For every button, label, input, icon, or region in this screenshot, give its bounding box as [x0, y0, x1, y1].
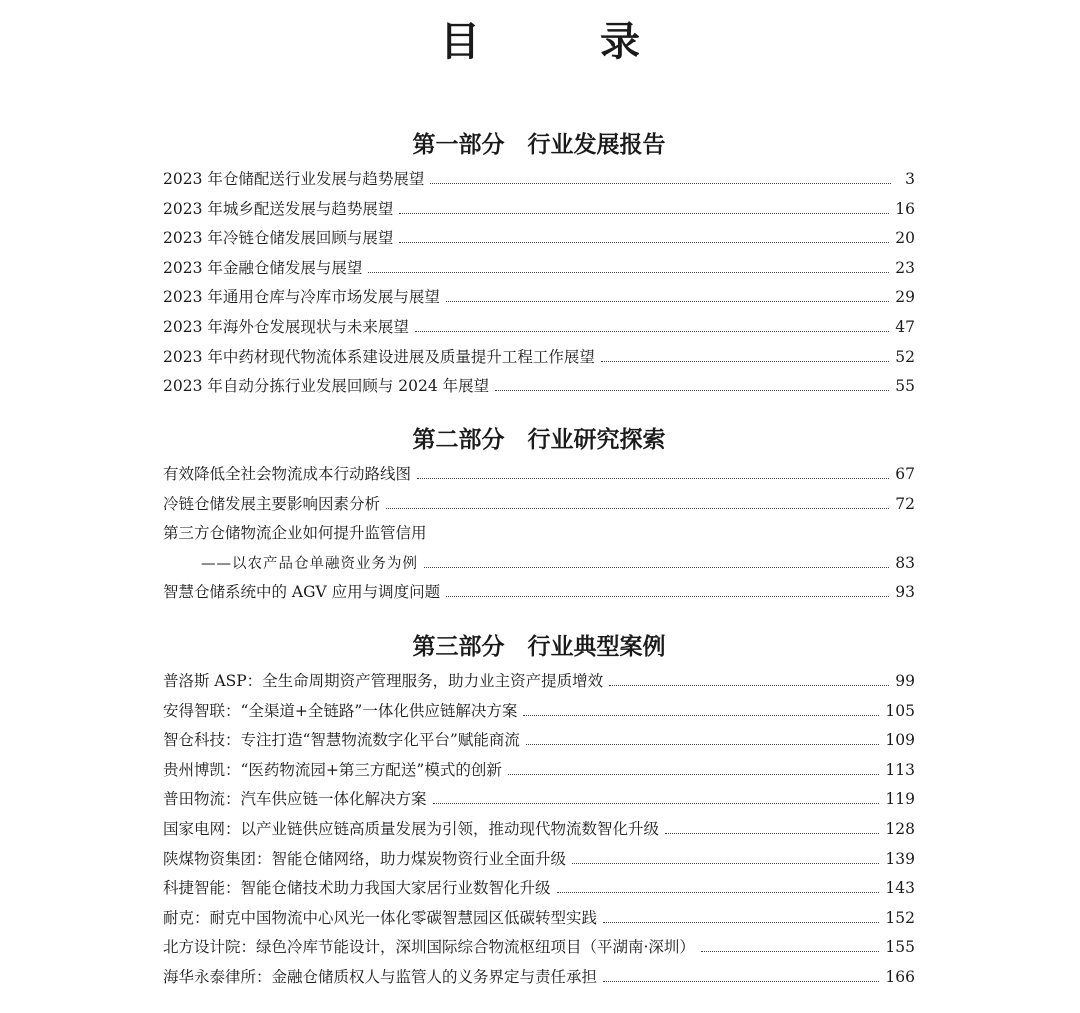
entry-page: 166 — [885, 967, 915, 986]
toc-entry[interactable] — [163, 756, 915, 786]
entry-page: 29 — [895, 288, 915, 307]
entry-page: 72 — [895, 494, 915, 513]
entry-page: 23 — [895, 258, 915, 277]
dot-leader — [424, 567, 889, 568]
dot-leader — [572, 863, 879, 864]
entry-title: 2023 年海外仓发展现状与未来展望 — [163, 317, 409, 336]
entry-page: 152 — [885, 908, 915, 927]
entry-title: 冷链仓储发展主要影响因素分析 — [163, 494, 381, 513]
toc-entry[interactable] — [163, 933, 915, 963]
entry-page: 67 — [895, 465, 915, 483]
entry-title: 2023 年冷链仓储发展回顾与展望 — [163, 229, 394, 248]
entry-title: 2023 年自动分拣行业发展回顾与 2024 年展望 — [163, 377, 490, 396]
toc-entry[interactable] — [163, 904, 915, 934]
part-heading: 第二部分 行业研究探索 — [412, 426, 666, 453]
dot-leader — [603, 922, 879, 923]
toc-entry[interactable] — [163, 874, 915, 904]
dot-leader — [446, 596, 889, 597]
toc-entry[interactable] — [163, 343, 915, 373]
entry-page: 128 — [885, 819, 915, 838]
dot-leader — [526, 744, 880, 745]
entry-title: 智慧仓储系统中的 AGV 应用与调度问题 — [163, 583, 441, 602]
toc-entry[interactable] — [163, 578, 915, 608]
toc-entry[interactable] — [163, 313, 915, 343]
toc-entry[interactable] — [163, 785, 915, 815]
entry-title: 2023 年仓储配送行业发展与趋势展望 — [163, 170, 425, 188]
dot-leader — [417, 478, 889, 479]
toc-entry[interactable] — [163, 490, 915, 520]
toc-entry[interactable] — [163, 254, 915, 284]
entry-title: 国家电网：以产业链供应链高质量发展为引领，推动现代物流数智化升级 — [163, 819, 660, 838]
dot-leader — [368, 272, 889, 273]
toc-entry-subtitle[interactable] — [163, 549, 915, 579]
page-title: 目 录 — [440, 18, 680, 65]
entry-title: 贵州博凯：“医药物流园+第三方配送”模式的创新 — [163, 760, 502, 779]
dot-leader — [430, 183, 891, 184]
toc-entry[interactable] — [163, 195, 915, 225]
dot-leader — [399, 213, 889, 214]
toc-part-2 — [163, 420, 915, 608]
toc-part-3 — [163, 627, 915, 993]
toc-entry[interactable] — [163, 283, 915, 313]
entry-page: 20 — [895, 229, 915, 248]
entry-page: 143 — [885, 879, 915, 898]
entry-page: 3 — [905, 170, 915, 188]
entry-title: 有效降低全社会物流成本行动路线图 — [163, 465, 412, 483]
toc-entry[interactable] — [163, 726, 915, 756]
entry-page: 47 — [895, 317, 915, 336]
toc-entry[interactable] — [163, 460, 915, 490]
entry-page: 119 — [885, 790, 915, 809]
toc-entry[interactable] — [163, 165, 915, 195]
entry-title: 陕煤物资集团：智能仓储网络，助力煤炭物资行业全面升级 — [163, 849, 567, 868]
entry-title: 普田物流：汽车供应链一体化解决方案 — [163, 790, 427, 809]
toc-entry[interactable] — [163, 697, 915, 727]
toc-entry[interactable] — [163, 519, 915, 549]
entry-page: 139 — [885, 849, 915, 868]
entry-title: 普洛斯 ASP：全生命周期资产管理服务，助力业主资产提质增效 — [163, 672, 604, 690]
part-heading: 第三部分 行业典型案例 — [412, 633, 666, 660]
entry-page: 109 — [885, 731, 915, 750]
toc-entry[interactable] — [163, 667, 915, 697]
dot-leader — [557, 892, 880, 893]
entry-title: 安得智联：“全渠道+全链路”一体化供应链解决方案 — [163, 701, 518, 720]
entry-title: 2023 年中药材现代物流体系建设进展及质量提升工程工作展望 — [163, 347, 595, 366]
dot-leader — [701, 951, 879, 952]
toc-entry[interactable] — [163, 815, 915, 845]
dot-leader — [495, 390, 889, 391]
entry-page: 93 — [895, 583, 915, 602]
entry-title: 北方设计院：绿色冷库节能设计，深圳国际综合物流枢纽项目（平湖南·深圳） — [163, 938, 695, 957]
part-heading: 第一部分 行业发展报告 — [412, 131, 666, 158]
toc-entry[interactable] — [163, 963, 915, 993]
entry-title: 海华永泰律所：金融仓储质权人与监管人的义务界定与责任承担 — [163, 967, 598, 986]
entry-page: 113 — [885, 760, 915, 779]
entry-subtitle: ——以农产品仓单融资业务为例 — [201, 555, 418, 572]
dot-leader — [601, 361, 889, 362]
dot-leader — [665, 833, 879, 834]
dot-leader — [603, 981, 879, 982]
entry-page: 16 — [895, 199, 915, 218]
dot-leader — [433, 803, 880, 804]
entry-title: 2023 年城乡配送发展与趋势展望 — [163, 199, 394, 218]
entry-title: 2023 年通用仓库与冷库市场发展与展望 — [163, 288, 440, 307]
entry-page: 99 — [895, 672, 915, 690]
entry-title: 第三方仓储物流企业如何提升监管信用 — [163, 524, 427, 543]
entry-title: 智仓科技：专注打造“智慧物流数字化平台”赋能商流 — [163, 731, 520, 750]
entry-title: 2023 年金融仓储发展与展望 — [163, 258, 363, 277]
entry-page: 105 — [885, 701, 915, 720]
dot-leader — [508, 774, 880, 775]
entry-title: 科捷智能：智能仓储技术助力我国大家居行业数智化升级 — [163, 879, 551, 898]
dot-leader — [415, 331, 889, 332]
dot-leader — [609, 685, 889, 686]
entry-page: 155 — [885, 938, 915, 957]
dot-leader — [523, 715, 879, 716]
entry-page: 83 — [895, 553, 915, 572]
toc-entry[interactable] — [163, 224, 915, 254]
entry-page: 55 — [895, 377, 915, 396]
dot-leader — [386, 508, 889, 509]
toc-entry[interactable] — [163, 372, 915, 402]
entry-page: 52 — [895, 347, 915, 366]
toc-entry[interactable] — [163, 845, 915, 875]
toc-part-1 — [163, 125, 915, 402]
dot-leader — [399, 242, 889, 243]
entry-title: 耐克：耐克中国物流中心风光一体化零碳智慧园区低碳转型实践 — [163, 908, 598, 927]
dot-leader — [446, 301, 889, 302]
